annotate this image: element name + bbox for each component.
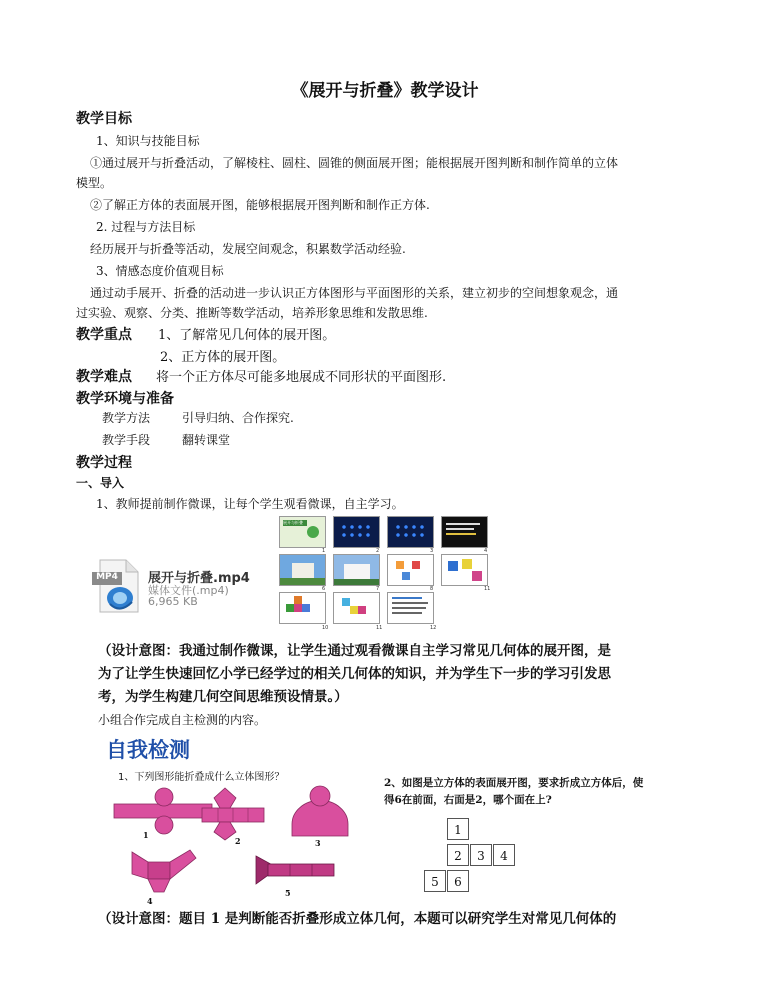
net-cell-5: 5 [424,870,446,892]
slide-thumb[interactable] [387,554,434,586]
shape-label-3: 3 [315,838,321,848]
goal-knowledge: 1、知识与技能目标 [96,134,200,148]
page-title: 《展开与折叠》教学设计 [291,81,479,101]
means-label: 教学手段 [102,433,151,447]
net-cell-4: 4 [493,844,515,866]
q1-shape-prism-net [202,788,264,840]
q1-shape-cylinder-net [114,788,212,834]
intro-step1: 1、教师提前制作微课，让每个学生观看微课，自主学习。 [96,497,404,511]
key-points-heading: 教学重点 [76,327,132,343]
process-heading: 教学过程 [76,455,132,471]
media-file-type: 媒体文件(.mp4) [148,584,229,597]
shape-label-4: 4 [147,896,153,906]
question-2-line2: 得6在前面，右面是2，哪个面在上? [384,794,552,806]
difficulty-text: 将一个正方体尽可能多地展成不同形状的平面图形. [156,370,447,385]
mp4-file-icon[interactable] [92,558,142,614]
slide-thumb[interactable] [333,516,380,548]
intro-heading: 一、导入 [76,476,125,490]
question-1: 1、下列图形能折叠成什么立体图形？ [118,772,285,783]
slide-thumb[interactable] [279,554,326,586]
slide-thumb[interactable] [441,516,488,548]
mp4-badge: MP4 [96,572,118,582]
slide-thumb[interactable] [333,554,380,586]
q1-shape-triangular-net [256,856,334,884]
goal-process: 2. 过程与方法目标 [96,220,196,234]
goal-knowledge-item1: ①通过展开与折叠活动，了解棱柱、圆柱、圆锥的侧面展开图；能根据展开图判断和制作简单的立体 [90,156,619,170]
design-intent-line2: 为了让学生快速回忆小学已经学过的相关几何体的知识，并为学生下一步的学习引发思 [98,666,611,682]
q1-shape-cone-net [292,786,348,836]
key-point-2: 2、正方体的展开图。 [160,350,286,365]
means-value: 翻转课堂 [182,433,231,447]
slide-thumb[interactable] [279,516,326,548]
design-intent-line1: （设计意图：我通过制作微课，让学生通过观看微课自主学习常见几何体的展开图，是 [98,643,611,659]
goal-process-text: 经历展开与折叠等活动，发展空间观念，积累数学活动经验. [90,242,406,256]
question-2-line1: 2、如图是立方体的表面展开图，要求折成立方体后，使 [384,777,644,789]
media-file-name[interactable]: 展开与折叠.mp4 [148,571,250,586]
slide-thumb[interactable] [387,592,434,624]
slide-thumb[interactable] [441,554,488,586]
method-label: 教学方法 [102,411,151,425]
self-test-heading: 自我检测 [106,738,190,762]
goal-knowledge-item2: ②了解正方体的表面展开图，能够根据展开图判断和制作正方体. [90,198,430,212]
design-intent-line3: 考，为学生构建几何空间思维预设情景。） [98,689,348,705]
net-cell-1: 1 [447,818,469,840]
goal-emotion-text-cont: 过实验、观察、分类、推断等数学活动，培养形象思维和发散思维. [76,306,428,320]
group-task: 小组合作完成自主检测的内容。 [98,713,267,727]
key-point-1: 1、了解常见几何体的展开图。 [158,328,336,343]
goal-emotion-text: 通过动手展开、折叠的活动进一步认识正方体图形与平面图形的关系，建立初步的空间想象观念，通 [90,286,619,300]
media-file-size: 6,965 KB [148,595,198,608]
design-intent-2: （设计意图：题目 1 是判断能否折叠形成立体几何，本题可以研究学生对常见几何体的 [98,911,617,927]
slide-thumb[interactable] [387,516,434,548]
method-value: 引导归纳、合作探究. [182,411,294,425]
slide-thumb[interactable] [279,592,326,624]
q1-shape-pyramid-net [132,850,196,892]
environment-heading: 教学环境与准备 [76,391,174,407]
slide-thumb-title: 展开与折叠 [283,520,307,526]
goal-knowledge-item1-cont: 模型。 [76,176,113,190]
goal-emotion: 3、情感态度价值观目标 [96,264,224,278]
goals-heading: 教学目标 [76,111,132,127]
net-cell-3: 3 [470,844,492,866]
slide-thumb[interactable] [333,592,380,624]
shape-label-1: 1 [143,830,149,840]
net-cell-6: 6 [447,870,469,892]
difficulty-heading: 教学难点 [76,369,132,385]
shape-label-5: 5 [285,888,291,898]
net-cell-2: 2 [447,844,469,866]
shape-label-2: 2 [235,836,241,846]
